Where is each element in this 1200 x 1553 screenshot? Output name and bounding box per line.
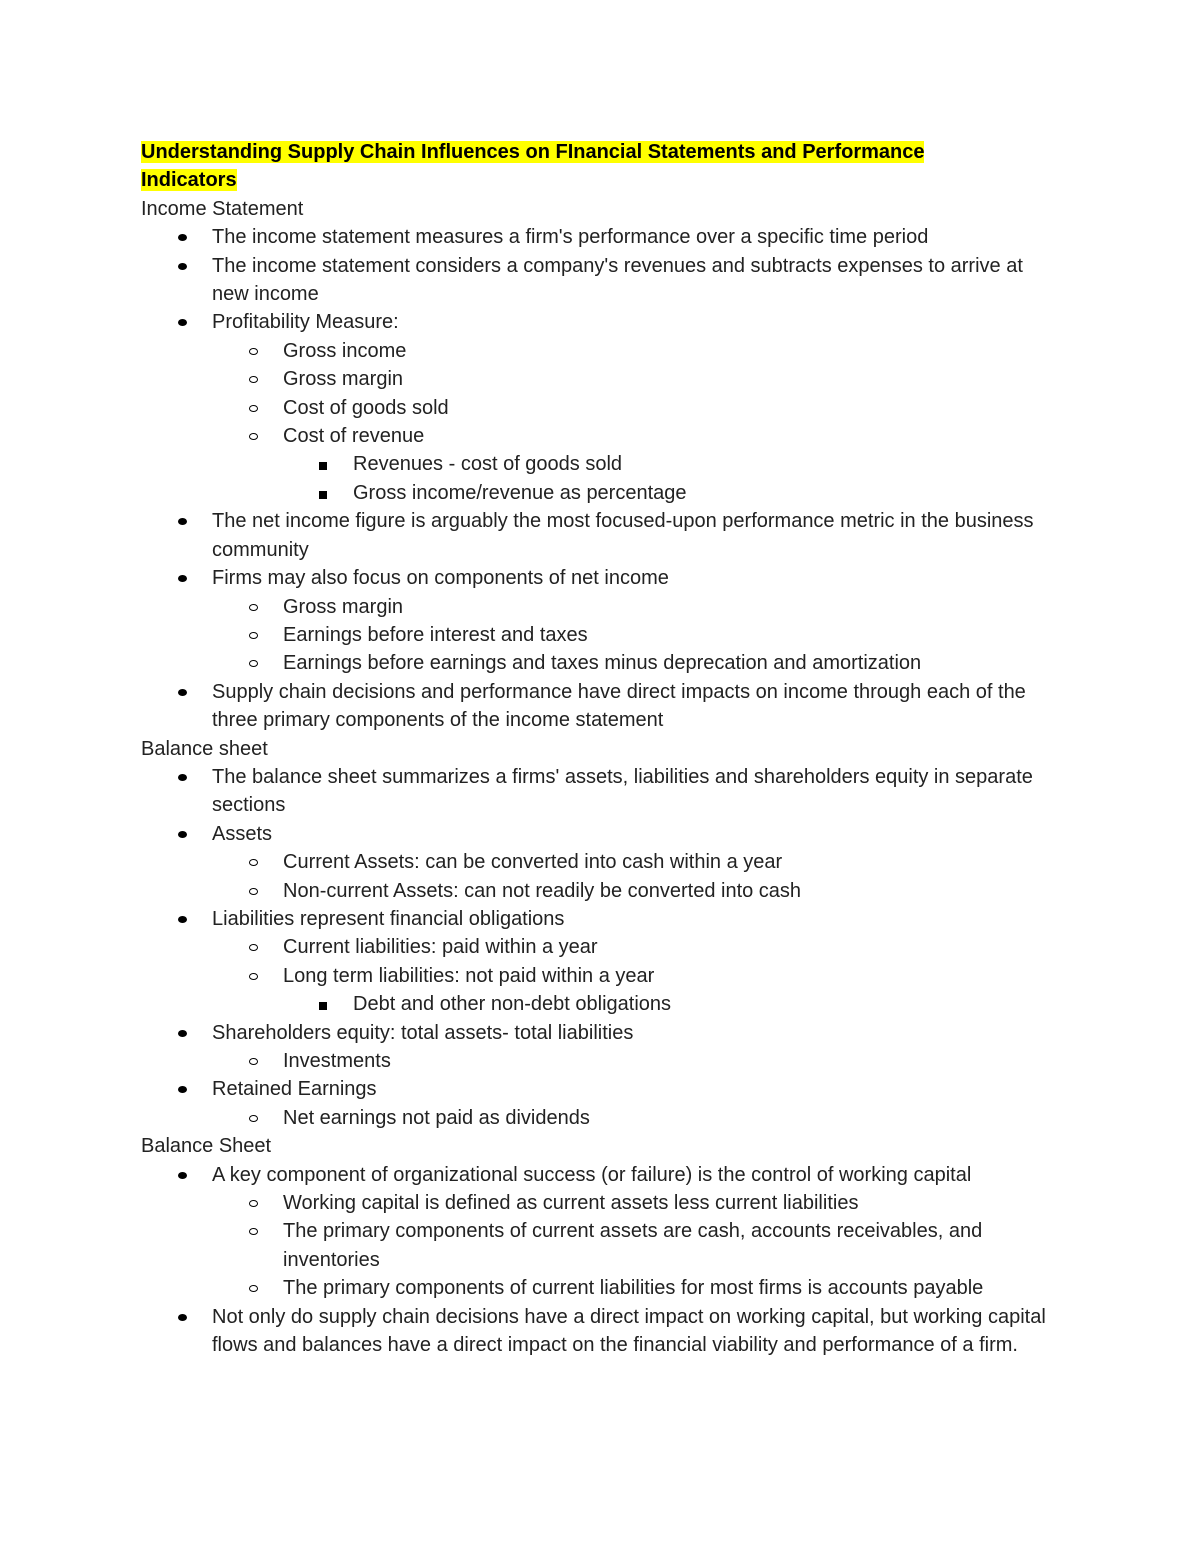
hollow-circle-bullet-icon — [249, 433, 258, 440]
list-item-text: Liabilities represent financial obligations — [212, 907, 565, 930]
list-item — [141, 621, 1061, 649]
list-item-text: Earnings before earnings and taxes minus deprecation and amortization — [283, 652, 922, 675]
list-item — [141, 394, 1061, 422]
list-item — [141, 905, 1061, 933]
hollow-circle-bullet-icon — [249, 1115, 258, 1122]
section — [141, 195, 1061, 735]
list-item-text: Gross margin — [283, 595, 404, 618]
document-title — [141, 138, 1061, 195]
sections-container — [141, 195, 1061, 1360]
hollow-circle-bullet-icon — [249, 859, 258, 866]
list-item-text: Gross income/revenue as percentage — [353, 481, 687, 504]
list-item — [141, 365, 1061, 393]
list-item-text: Investments — [283, 1050, 391, 1072]
filled-square-bullet-icon — [319, 462, 327, 470]
list-item — [141, 422, 1061, 450]
list-item — [141, 564, 1061, 592]
list-item-text: The balance sheet summarizes a firms' assets, liabilities and shareholders equity in separate sections — [212, 765, 1033, 817]
section — [141, 735, 1061, 1133]
filled-circle-bullet-icon — [178, 263, 187, 270]
list-item-text: The primary components of current assets are cash, accounts receivables, and inventories — [283, 1220, 983, 1271]
list-item-text: Earnings before interest and taxes — [283, 623, 588, 646]
hollow-circle-bullet-icon — [249, 604, 258, 611]
filled-circle-bullet-icon — [178, 689, 187, 696]
filled-circle-bullet-icon — [178, 774, 187, 781]
document-body — [141, 138, 1061, 1359]
filled-circle-bullet-icon — [178, 1086, 187, 1093]
filled-circle-bullet-icon — [178, 1314, 187, 1321]
list-item — [141, 1274, 1061, 1302]
list-item-text: Supply chain decisions and performance have direct impacts on income through each of the three primary components of the income statement — [212, 680, 1026, 732]
section-heading: Income Statement — [141, 197, 304, 220]
list-item — [141, 593, 1061, 621]
list-item-text: A key component of organizational success (or failure) is the control of working capital — [212, 1163, 972, 1186]
list-item-text: Non-current Assets: can not readily be converted into cash — [283, 879, 802, 902]
hollow-circle-bullet-icon — [249, 376, 258, 383]
list-item-text: Gross margin — [283, 368, 404, 391]
bullet-list — [141, 763, 1061, 1132]
list-item — [141, 848, 1061, 876]
list-item — [141, 820, 1061, 848]
hollow-circle-bullet-icon — [249, 348, 258, 355]
list-item — [141, 1303, 1061, 1360]
list-item — [141, 1019, 1061, 1047]
list-item-text: Current liabilities: paid within a year — [283, 936, 598, 959]
list-item-text: Cost of goods sold — [283, 396, 449, 419]
list-item-text: Current Assets: can be converted into cash within a year — [283, 851, 783, 874]
hollow-circle-bullet-icon — [249, 632, 258, 639]
hollow-circle-bullet-icon — [249, 1200, 258, 1207]
filled-circle-bullet-icon — [178, 831, 187, 838]
filled-square-bullet-icon — [319, 1002, 327, 1010]
list-item-text: Net earnings not paid as dividends — [283, 1106, 590, 1129]
list-item — [141, 337, 1061, 365]
list-item-text: Debt and other non-debt obligations — [353, 993, 672, 1016]
list-item — [141, 252, 1061, 309]
list-item-text: The primary components of current liabilities for most firms is accounts payable — [283, 1277, 984, 1300]
hollow-circle-bullet-icon — [249, 1285, 258, 1292]
list-item — [141, 1217, 1061, 1274]
list-item-text: The net income figure is arguably the most focused-upon performance metric in the business community — [212, 510, 1034, 561]
list-item — [141, 223, 1061, 251]
list-item — [141, 877, 1061, 905]
list-item-text: Revenues - cost of goods sold — [353, 453, 623, 476]
document-title-line-2: Indicators — [141, 169, 237, 192]
bullet-list — [141, 1161, 1061, 1360]
list-item-text: Retained Earnings — [212, 1078, 377, 1101]
list-item — [141, 1075, 1061, 1103]
section-heading: Balance Sheet — [141, 1135, 272, 1158]
filled-circle-bullet-icon — [178, 575, 187, 582]
list-item — [141, 450, 1061, 478]
list-item — [141, 1104, 1061, 1132]
list-item-text: Not only do supply chain decisions have a direct impact on working capital, but working capital flows and balances have a direct impact on the financial viability and performance of a firm. — [212, 1305, 1046, 1357]
hollow-circle-bullet-icon — [249, 1058, 258, 1065]
list-item-text: The income statement considers a company's revenues and subtracts expenses to arrive at new income — [212, 254, 1023, 306]
filled-square-bullet-icon — [319, 491, 327, 499]
filled-circle-bullet-icon — [178, 1172, 187, 1179]
hollow-circle-bullet-icon — [249, 888, 258, 895]
list-item — [141, 678, 1061, 735]
list-item-text: Cost of revenue — [283, 425, 425, 448]
section — [141, 1132, 1061, 1359]
list-item-text: Firms may also focus on components of net income — [212, 567, 669, 590]
list-item — [141, 649, 1061, 677]
list-item — [141, 763, 1061, 820]
filled-circle-bullet-icon — [178, 319, 187, 326]
list-item — [141, 308, 1061, 336]
list-item-text: Working capital is defined as current assets less current liabilities — [283, 1192, 859, 1215]
bullet-list — [141, 223, 1061, 734]
document-title-line-1: Understanding Supply Chain Influences on FInancial Statements and Performance — [141, 141, 925, 163]
list-item — [141, 507, 1061, 564]
list-item — [141, 479, 1061, 507]
hollow-circle-bullet-icon — [249, 944, 258, 951]
list-item — [141, 990, 1061, 1018]
hollow-circle-bullet-icon — [249, 973, 258, 980]
list-item-text: Shareholders equity: total assets- total liabilities — [212, 1021, 634, 1044]
list-item-text: Profitability Measure: — [212, 311, 399, 334]
list-item — [141, 933, 1061, 961]
list-item — [141, 962, 1061, 990]
section-heading: Balance sheet — [141, 737, 268, 760]
hollow-circle-bullet-icon — [249, 1228, 258, 1235]
filled-circle-bullet-icon — [178, 234, 187, 241]
list-item-text: The income statement measures a firm's performance over a specific time period — [212, 226, 929, 249]
list-item — [141, 1047, 1061, 1075]
filled-circle-bullet-icon — [178, 518, 187, 525]
list-item-text: Long term liabilities: not paid within a year — [283, 964, 655, 987]
filled-circle-bullet-icon — [178, 1030, 187, 1037]
list-item-text: Gross income — [283, 339, 407, 362]
list-item — [141, 1189, 1061, 1217]
list-item — [141, 1161, 1061, 1189]
filled-circle-bullet-icon — [178, 916, 187, 923]
hollow-circle-bullet-icon — [249, 405, 258, 412]
list-item-text: Assets — [212, 822, 273, 845]
hollow-circle-bullet-icon — [249, 660, 258, 667]
